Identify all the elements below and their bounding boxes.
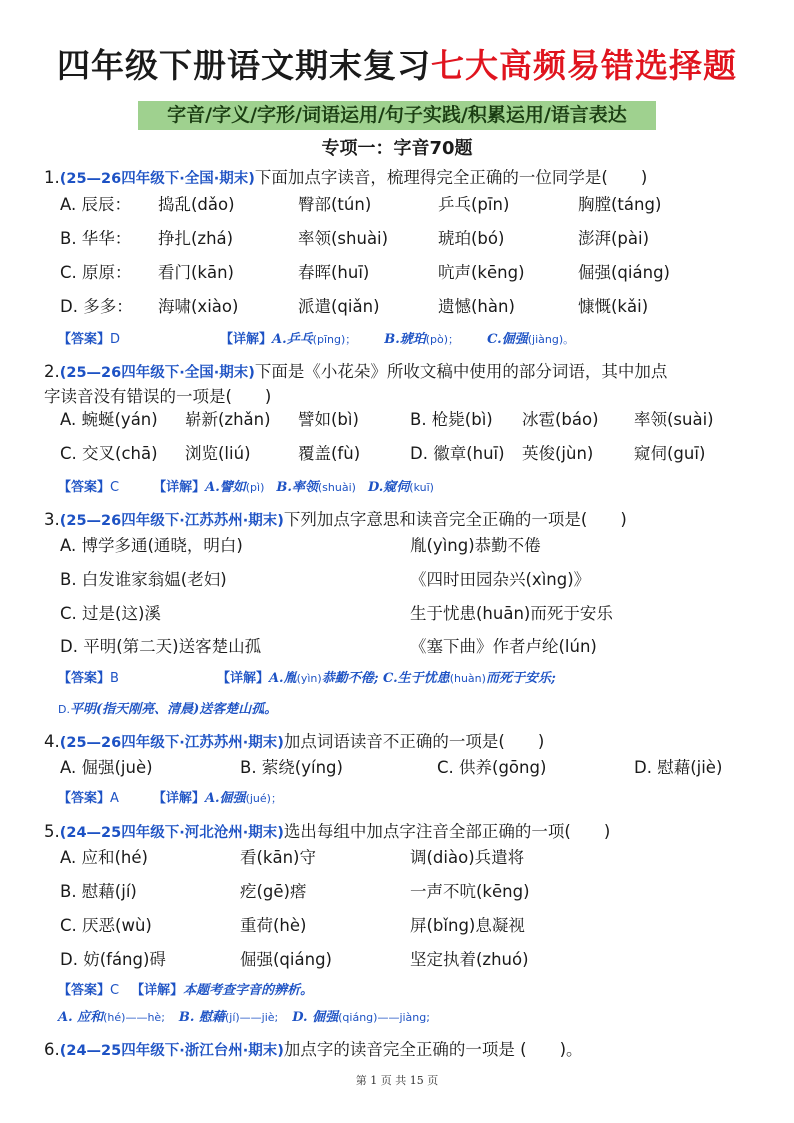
option-word: 看门(kān) [158,263,234,282]
option-b: B. 萦绕(yíng) [240,758,343,777]
option-a: A. 应和(hé) [60,848,148,867]
option-word: A. 蜿蜒(yán) [60,410,158,429]
option-a-label: A. 辰辰： [60,195,131,214]
section-heading: 专项一：字音70题 [321,138,473,159]
question-source: (25—26四年级下·全国·期末) [59,171,255,187]
option-a: A. 倔强(juè) [60,758,153,777]
option-word: 澎湃(pài) [578,229,650,248]
option-word: 乒乓(pīn) [438,195,510,214]
option-word: 覆盖(fù) [298,444,361,463]
option-a-2: 看(kān)守 [240,848,316,867]
option-b: B. 白发谁家翁媪(老妇) [60,570,227,589]
question-6-stem: 6.(24—25四年级下·浙江台州·期末)加点字的读音完全正确的一项是 ( )。 [44,1040,583,1059]
question-5-stem: 5.(24—25四年级下·河北沧州·期末)选出每组中加点字注音全部正确的一项( ) [44,822,611,841]
option-b-2: 《四时田园杂兴(xìng)》 [410,570,591,589]
option-c-2: 生于忧患(huān)而死于安乐 [410,604,613,623]
option-word: 英俊(jùn) [522,444,594,463]
option-word: 率领(shuài) [298,229,389,248]
category-banner: 字音/字义/字形/词语运用/句子实践/积累运用/语言表达 [138,101,656,130]
page-title [0,40,794,87]
option-d: D. 平明(第二天)送客楚山孤 [60,637,262,656]
option-d: D. 妨(fáng)碍 [60,950,166,969]
question-1-answer: 【答案】D 【详解】A.乒乓(pīng)； B.琥珀(pò)； C.倔强(jiàng)。 [58,332,575,347]
option-word: 春晖(huī) [298,263,370,282]
question-2-stem-line2: 字读音没有错误的一项是( ) [44,387,272,406]
option-word: 派遣(qiǎn) [298,297,380,316]
option-word: 冰雹(báo) [522,410,599,429]
question-5-answer: 【答案】C 【详解】本题考查字音的辨析。 [58,983,314,998]
option-word: 琥珀(bó) [438,229,505,248]
question-3-answer-line2: D.平明(指天刚亮、清晨)送客楚山孤。 [58,702,278,717]
option-d-label: D. 多多： [60,297,133,316]
option-b-2: 疙(gē)瘩 [240,882,307,901]
option-b: B. 慰藉(jí) [60,882,137,901]
option-d: D. 慰藉(jiè) [634,758,723,777]
question-source: (24—25四年级下·浙江台州·期末) [59,1043,284,1059]
option-word: 海啸(xiào) [158,297,239,316]
question-source: (25—26四年级下·江苏苏州·期末) [59,735,284,751]
option-d-3: 坚定执着(zhuó) [410,950,529,969]
option-word: B. 枪毙(bì) [410,410,493,429]
option-word: 挣扎(zhá) [158,229,234,248]
title-black: 四年级下册语文期末复习 [57,46,431,85]
question-source: (24—25四年级下·河北沧州·期末) [59,825,284,841]
option-a-3: 调(diào)兵遣将 [410,848,525,867]
question-1-stem: 1.(25—26四年级下·全国·期末)下面加点字读音，梳理得完全正确的一位同学是( ) [44,168,648,187]
question-3-answer: 【答案】B 【详解】A.胤(yìn)恭勤不倦; C.生于忧患(huàn)而死于安乐; [58,671,556,686]
option-c-label: C. 原原： [60,263,132,282]
title-red: 七大高频易错选择题 [431,46,737,85]
option-a-2: 胤(yìng)恭勤不倦 [410,536,541,555]
option-b-label: B. 华华： [60,229,132,248]
option-word: 譬如(bì) [298,410,359,429]
option-c: C. 过是(这)溪 [60,604,161,623]
option-d-2: 倔强(qiáng) [240,950,332,969]
option-word: 崭新(zhǎn) [185,410,271,429]
question-4-answer: 【答案】A 【详解】A.倔强(jué)； [58,791,282,806]
question-source: (25—26四年级下·江苏苏州·期末) [59,513,284,529]
option-word: 胸膛(táng) [578,195,662,214]
option-word: 率领(suài) [634,410,714,429]
option-word: 遗憾(hàn) [438,297,515,316]
option-word: 倔强(qiáng) [578,263,670,282]
option-word: 捣乱(dǎo) [158,195,235,214]
option-c-3: 屏(bǐng)息凝视 [410,916,525,935]
option-word: C. 交叉(chā) [60,444,158,463]
question-4-stem: 4.(25—26四年级下·江苏苏州·期末)加点词语读音不正确的一项是( ) [44,732,545,751]
option-word: 浏览(liú) [185,444,251,463]
option-c: C. 厌恶(wù) [60,916,152,935]
option-c: C. 供养(gōng) [437,758,547,777]
question-2-stem: 2.(25—26四年级下·全国·期末)下面是《小花朵》所收文稿中使用的部分词语，其中加点 [44,362,668,381]
question-2-answer: 【答案】C 【详解】A.譬如(pì) B.率领(shuài) D.窥伺(kuī) [58,480,434,495]
option-b-3: 一声不吭(kēng) [410,882,530,901]
option-word: 窥伺(guī) [634,444,706,463]
question-5-answer-line2: A. 应和(hé)——hè; B. 慰藉(jí)——jiè; D. 倔强(qiáng)——jiàng; [58,1010,430,1025]
option-word: 慷慨(kǎi) [578,297,649,316]
option-a: A. 博学多通(通晓，明白) [60,536,243,555]
question-source: (25—26四年级下·全国·期末) [59,365,255,381]
option-word: 吭声(kēng) [438,263,525,282]
option-c-2: 重荷(hè) [240,916,307,935]
option-word: 臀部(tún) [298,195,372,214]
option-word: D. 徽章(huī) [410,444,505,463]
page-footer: 第 1 页 共 15 页 [355,1074,439,1087]
option-d-2: 《塞下曲》作者卢纶(lún) [410,637,597,656]
question-3-stem: 3.(25—26四年级下·江苏苏州·期末)下列加点字意思和读音完全正确的一项是( ) [44,510,627,529]
